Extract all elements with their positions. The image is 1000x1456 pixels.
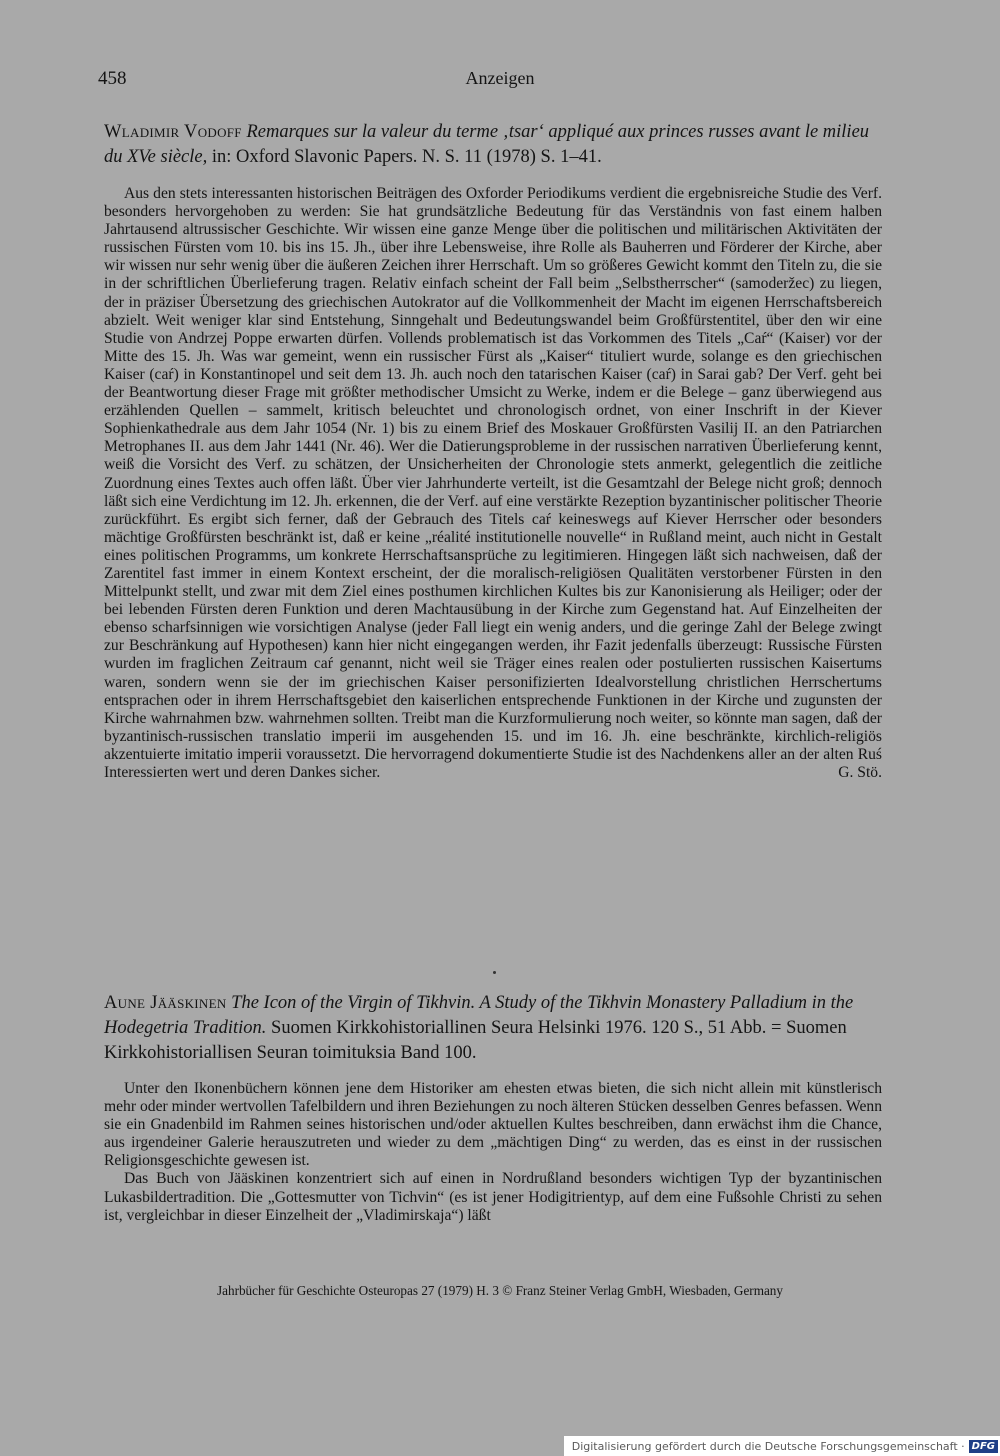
review-author: Wladimir Vodoff [104,122,242,142]
page-number: 458 [98,68,127,89]
banner-text: Digitalisierung gefördert durch die Deutsche Forschungsgemeinschaft · [571,1439,965,1453]
review-title: The Icon of the Virgin of Tikhvin. A Study of the Tikhvin Monastery Palladium in the Hodegetria Tradition. [104,993,854,1038]
paragraph-text: Aus den stets interessanten historischen Beiträgen des Oxforder Periodikums verdient die ergebnisreiche Studie des Verf. besonders hervorgehoben zu werden: Sie hat grundsätzliche Bedeutung für das Verständnis von fast einem halben Jahrtausend altrussischer Geschichte. Wir wissen eine ganze Menge über die politischen und militärischen Aktivitäten der russischen Fürsten vom 10. bis ins 15. Jh., über ihre Lebensweise, ihre Rolle als Bauherren und Förderer der Kirche, aber wir wissen nur sehr wenig über die äußeren Zeichen ihrer Herrschaft. Um so größeres Gewicht kommt den Titeln zu, die sie in der schriftlichen Überlieferung tragen. Relativ einfach scheint der Fall beim „Selbstherrscher“ (samoderžec) zu liegen, der in präziser Übersetzung des griechischen Autokrator auf die Vollkommenheit der Macht im eigenen Herrschaftsbereich abzielt. Weit weniger klar sind Entstehung, Sinngehalt und Bedeutungswandel beim Großfürstentitel, über den wir eine Studie von Andrzej Poppe erwarten dürfen. Vollends problematisch ist das Vorkommen des Titels „Caŕ“ (Kaiser) vor der Mitte des 15. Jh. Was war gemeint, wenn ein russischer Fürst als „Kaiser“ tituliert wurde, solange es den griechischen Kaiser (caŕ) in Konstantinopel und seit dem 13. Jh. auch noch den tatarischen Kaiser (caŕ) in Sarai gab? Der Verf. geht bei der Beantwortung dieser Frage mit größter methodischer Umsicht zu Werke, indem er die Belege – ganz überwiegend aus erzählenden Quellen – sammelt, kritisch beleuchtet und chronologisch ordnet, von einer Inschrift in der Kiever Sophienkathedrale aus dem Jahr 1054 (Nr. 1) bis zu einem Brief des Moskauer Großfürsten Vasilij II. an den Patriarchen Metrophanes II. aus dem Jahr 1441 (Nr. 46). Wer die Datierungsprobleme in der russischen narrativen Überlieferung kennt, weiß die Vorsicht des Verf. zu schätzen, der Unsicherheiten der Chronologie stets anmerkt, gelegentlich die zeitliche Zuordnung eines Textes auch offen läßt. Über vier Jahrhunderte verteilt, ist die Gesamtzahl der Belege nicht groß; dennoch läßt sich eine Verdichtung im 12. Jh. erkennen, die der Verf. auf eine verstärkte Rezeption byzantinischer politischer Theorie zurückführt. Es ergibt sich ferner, daß der Gebrauch des Titels caŕ keineswegs auf Kiever Herrscher oder besonders mächtige Großfürsten beschränkt ist, daß er keine „réalité institutionelle nouvelle“ in Rußland meint, auch nicht in Gestalt eines politischen Programms, um konkrete Herrschaftsansprüche zu legitimieren. Hingegen läßt sich nachweisen, daß der Zarentitel fast immer in einem Kontext erscheint, der die moralisch-religiösen Qualitäten verstorbener Fürsten in den Mittelpunkt stellt, und zwar mit dem Ziel eines posthumen kirchlichen Kultes bis zur Kanonisierung als Heiliger; oder der bei lebenden Fürsten deren Funktion und deren Machtausübung in der Kirche zum Gegenstand hat. Auf Einzelheiten der ebenso scharfsinnigen wie vorsichtigen Analyse (jeder Fall liegt ein wenig anders, und die geringe Zahl der Belege zwingt zur Beschränkung auf Hypothesen) kann hier nicht eingegangen werden, ihr Fazit jedenfalls überzeugt: Russische Fürsten wurden im fraglichen Zeitraum caŕ genannt, nicht weil sie Träger eines realen oder postulierten russischen Kaisertums waren, sondern wenn sie der im griechischen Kaiser personifizierten Idealvorstellung christlichen Herrschertums entsprachen oder in ihrem Herrschaftsgebiet den kaiserlichen entsprechende Funktionen in der Kirche und zugunsten der Kirche wahrnahmen bzw. wahrnehmen sollten. Treibt man die Kurzformulierung noch weiter, so könnte man sagen, daß der byzantinisch-russischen translatio imperii im ausgehenden 15. und im 16. Jh. eine beschränkte, kirchlich-religiös akzentuierte imitatio imperii voraussetzt. Die hervorragend dokumentierte Studie ist des Nachdenkens aller an der alten Ruś Interessierten wert und deren Dankes sicher. [104,185,882,781]
review-heading-2 [104,991,884,1066]
paragraph: Unter den Ikonenbüchern können jene dem Historiker am ehesten etwas bieten, die sich nicht allein mit künstlerisch mehr oder minder wertvollen Tafelbildern und ihren Beziehungen zu noch älteren Stücken desselben Genres befassen. Wenn sie ein Gnadenbild im Rahmen seines historischen und/oder aktuellen Kultes beschreiben, dann erwächst ihm die Chance, aus irgendeiner Galerie herauszutreten und wieder zu dem „mächtigen Ding“ zu werden, das es einst in der russischen Religionsgeschichte gewesen ist. [104,1080,882,1170]
review-title: Remarques sur la valeur du terme ‚tsar‘ appliqué aux princes russes avant le milieu du XVe siècle, [104,122,870,167]
review-source: Suomen Kirkkohistoriallinen Seura Helsinki 1976. 120 S., 51 Abb. = Suomen Kirkkohistoriallisen Seuran toimituksia Band 100. [104,1018,847,1063]
review-body-2 [104,1080,882,1225]
reviewer-signature: G. Stö. [838,764,882,781]
review-author: Aune Jääskinen [104,993,227,1013]
review-body-1 [104,185,882,782]
paragraph [104,185,882,782]
running-head: Anzeigen [465,68,535,88]
dfg-logo-icon: DFG [969,1440,998,1453]
publisher-footer: Jahrbücher für Geschichte Osteuropas 27 (1979) H. 3 © Franz Steiner Verlag GmbH, Wiesbaden, Germany [216,1283,783,1298]
review-source: in: Oxford Slavonic Papers. N. S. 11 (1978) S. 1–41. [207,147,602,167]
paragraph: Das Buch von Jääskinen konzentriert sich auf einen in Nordrußland besonders wichtigen Typ der byzantinischen Lukasbildertradition. Die „Gottesmutter von Tichvin“ (es ist jener Hodigitrientyp, auf dem eine Fußsohle Christi zu sehen ist, vergleichbar in dieser Einzelheit der „Vladimirskaja“) läßt [104,1170,882,1224]
review-heading-1 [104,120,884,170]
digitization-banner [564,1436,1000,1456]
separator-dot [493,971,496,974]
